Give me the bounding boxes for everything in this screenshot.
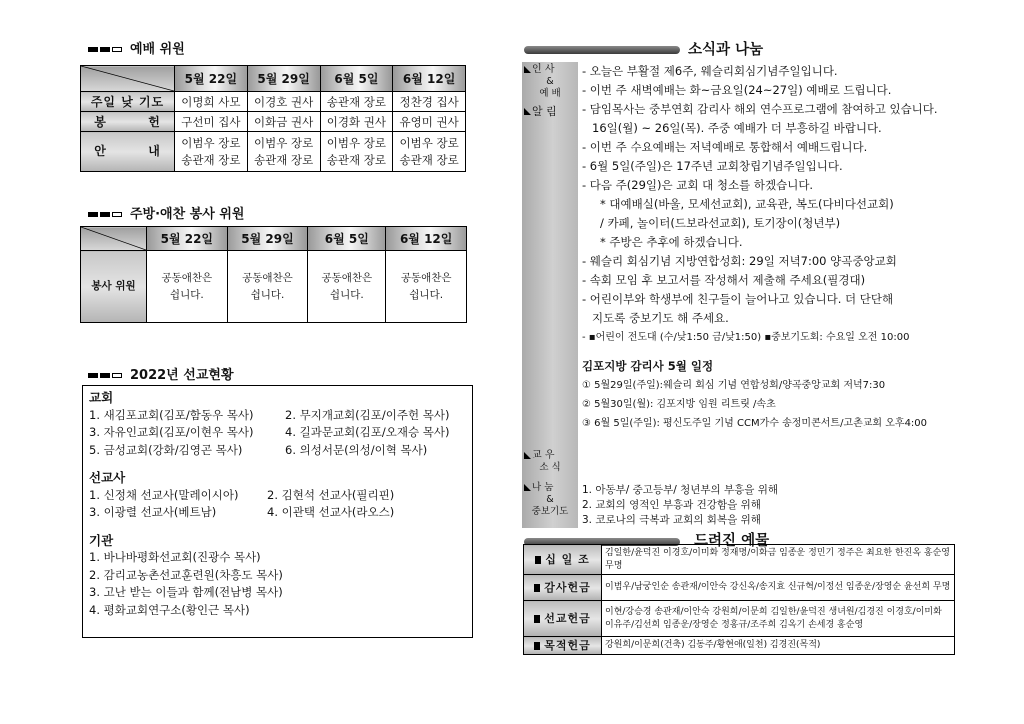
kitchen-service-table bbox=[80, 226, 467, 323]
table-cell: 이명희 사모 bbox=[175, 92, 248, 112]
mission-title-text: 2022년 선교현황 bbox=[130, 368, 234, 383]
label-text: 알 림 bbox=[532, 105, 557, 118]
mission-box bbox=[82, 385, 473, 638]
schedule-item: ① 5월29일(주일):웨슬리 회심 기념 연합성회/양곡중앙교회 저녁7:30 bbox=[582, 380, 886, 391]
notice-line: - 어린이부와 학생부에 친구들이 늘어나고 있습니다. 더 단단해 bbox=[582, 292, 894, 306]
kitchen-date-1: 5월 22일 bbox=[147, 227, 228, 251]
list-item bbox=[89, 549, 466, 567]
kitchen-date-2: 5월 29일 bbox=[227, 227, 308, 251]
cell-line: 공동애찬은 bbox=[161, 271, 213, 284]
church-item: 2. 무지개교회(김포/이주헌 목사) bbox=[285, 407, 450, 422]
offering-label bbox=[524, 637, 602, 655]
list-item bbox=[89, 442, 466, 460]
news-banner-bar bbox=[524, 46, 680, 54]
table-cell bbox=[147, 251, 228, 323]
usher-name: 이범우 장로 bbox=[254, 135, 314, 150]
list-item bbox=[89, 567, 466, 585]
label-notice bbox=[522, 106, 578, 118]
prayer-list bbox=[582, 483, 778, 528]
usher-name: 송관재 장로 bbox=[326, 152, 386, 167]
usher-name: 송관재 장로 bbox=[254, 152, 314, 167]
cell-line: 공동애찬은 bbox=[242, 271, 293, 284]
table-cell bbox=[227, 251, 308, 323]
org-item: 3. 고난 받는 이들과 함께(전남병 목사) bbox=[89, 585, 283, 599]
table-corner-cell bbox=[81, 227, 147, 251]
label-text: & bbox=[546, 76, 554, 87]
table-cell: 유영미 권사 bbox=[393, 112, 466, 132]
church-item: 3. 자유인교회(김포/이현우 목사) bbox=[89, 425, 254, 439]
table-cell: 이경화 권사 bbox=[320, 112, 393, 132]
usher-name: 이범우 장로 bbox=[399, 135, 459, 150]
cell-line: 쉽니다. bbox=[329, 288, 364, 301]
worship-committee-table bbox=[80, 65, 466, 172]
table-cell bbox=[320, 132, 393, 172]
table-cell bbox=[175, 132, 248, 172]
org-item: 2. 감리교농촌선교훈련원(차흥도 목사) bbox=[89, 567, 283, 582]
prayer-item: 3. 코로나의 극복과 교회의 회복을 위해 bbox=[582, 514, 761, 526]
offerings-table bbox=[523, 544, 955, 655]
kitchen-date-4: 6월 12일 bbox=[386, 227, 467, 251]
mission-section-title bbox=[88, 364, 234, 383]
cell-line: 공동애찬은 bbox=[400, 271, 452, 284]
label-text: 나 눔 bbox=[532, 482, 554, 493]
missionary-item: 1. 신정채 선교사(말레이시아) bbox=[89, 487, 239, 502]
label-share bbox=[522, 482, 578, 518]
church-item: 4. 길과문교회(김포/오재승 목사) bbox=[285, 425, 450, 439]
schedule-item: ③ 6월 5일(주일): 평신도주일 기념 CCM가수 송정미콘서트/고촌교회 오후4:00 bbox=[582, 418, 928, 429]
worship-date-3: 6월 5일 bbox=[320, 66, 393, 92]
label-text: 중보기도 bbox=[531, 506, 569, 517]
notice-line: - 속회 모임 후 보고서를 작성해서 제출해 주세요(필경대) bbox=[582, 273, 866, 287]
org-item: 4. 평화교회연구소(황인근 목사) bbox=[89, 602, 250, 617]
notice-line: - 웨슬리 회심기념 지방연합성회: 29일 저녁7:00 양곡중앙교회 bbox=[582, 254, 897, 268]
notice-line: - 다음 주(29일)은 교회 대 청소를 하겠습니다. bbox=[582, 178, 814, 192]
label-text: 소 식 bbox=[539, 462, 561, 473]
offering-names: 강원희/이문희(건축) 김동주/황현애(일천) 김경진(목적) bbox=[602, 637, 955, 655]
label-greeting bbox=[522, 64, 578, 100]
list-item bbox=[89, 602, 466, 620]
offering-label bbox=[524, 575, 602, 601]
offering-label bbox=[524, 601, 602, 637]
news-title: 소식과 나눔 bbox=[688, 42, 764, 58]
section-marker-icon bbox=[88, 207, 124, 222]
missionary-item: 3. 이광렬 선교사(베트남) bbox=[89, 505, 217, 519]
table-cell: 구선미 집사 bbox=[175, 112, 248, 132]
church-item: 1. 새김포교회(김포/함동우 목사) bbox=[89, 407, 254, 422]
row-label-service: 봉사 위원 bbox=[81, 251, 147, 323]
cell-line: 공동애찬은 bbox=[321, 271, 373, 284]
offering-names: 김일한/윤덕진 이경호/이미화 정재명/이화금 임종운 정민기 정주은 최요한 한진옥 홍순영 무명 bbox=[602, 545, 955, 575]
notice-line: 지도록 중보기도 해 주세요. bbox=[592, 311, 729, 325]
notice-line: - ▪어린이 전도대 (수/낮1:50 금/낮1:50) ▪중보기도회: 수요일 오전 10:00 bbox=[582, 332, 910, 343]
usher-name: 송관재 장로 bbox=[399, 152, 459, 167]
cell-line: 쉽니다. bbox=[169, 288, 204, 301]
kitchen-title-text: 주방·애찬 봉사 위원 bbox=[130, 207, 245, 222]
kitchen-section-title bbox=[88, 203, 244, 222]
label-text: 예 배 bbox=[539, 88, 561, 99]
prayer-item: 1. 아동부/ 중고등부/ 청년부의 부흥을 위해 bbox=[582, 484, 779, 496]
worship-section-title bbox=[88, 38, 185, 57]
table-cell bbox=[308, 251, 386, 323]
missionary-heading: 선교사 bbox=[89, 470, 126, 485]
offering-label-text: 십 일 조 bbox=[545, 553, 590, 566]
table-cell bbox=[386, 251, 467, 323]
triangle-icon bbox=[524, 66, 531, 73]
triangle-icon bbox=[524, 108, 531, 115]
square-bullet-icon bbox=[534, 615, 540, 623]
notice-line: - 6월 5일(주일)은 17주년 교회창립기념주일입니다. bbox=[582, 159, 843, 173]
triangle-icon bbox=[524, 484, 531, 491]
offering-label-text: 선교헌금 bbox=[544, 612, 591, 625]
label-text: 교 우 bbox=[532, 450, 555, 461]
notice-line: * 주방은 추후에 하겠습니다. bbox=[600, 235, 743, 249]
square-bullet-icon bbox=[534, 584, 540, 592]
triangle-icon bbox=[524, 452, 531, 459]
worship-date-1: 5월 22일 bbox=[175, 66, 248, 92]
table-cell: 이화금 권사 bbox=[247, 112, 320, 132]
list-item bbox=[89, 424, 466, 442]
list-item bbox=[89, 487, 466, 505]
church-item: 6. 의성서문(의성/이혁 목사) bbox=[285, 442, 428, 457]
church-item: 5. 금성교회(강화/김영곤 목사) bbox=[89, 442, 243, 457]
greet-line: - 이번 주 새벽예배는 화~금요일(24~27일) 예배로 드립니다. bbox=[582, 83, 892, 97]
row-label-offering: 봉 헌 bbox=[81, 112, 175, 132]
church-heading: 교회 bbox=[89, 390, 114, 405]
notice-line: 16일(월) ~ 26일(목). 주중 예배가 더 부흥하길 바랍니다. bbox=[592, 121, 882, 135]
table-cell: 이경호 권사 bbox=[247, 92, 320, 112]
table-cell: 정찬경 집사 bbox=[393, 92, 466, 112]
list-item bbox=[89, 504, 466, 522]
row-label-prayer: 주일 낮 기도 bbox=[81, 92, 175, 112]
cell-line: 쉽니다. bbox=[409, 288, 444, 301]
row-label-usher: 안 내 bbox=[81, 132, 175, 172]
offering-names: 이범우/남궁인순 송관재/이안숙 강신옥/송지효 신규혁/이정선 임종운/장영순 윤선희 무명 bbox=[602, 575, 955, 601]
offering-label-text: 목적헌금 bbox=[544, 639, 591, 652]
section-marker-icon bbox=[88, 368, 124, 383]
offering-label-text: 감사헌금 bbox=[544, 581, 591, 594]
section-marker-icon bbox=[88, 42, 124, 57]
table-cell: 송관재 장로 bbox=[320, 92, 393, 112]
notice-line: * 대예배실(바울, 모세선교회), 교육관, 복도(다비다선교회) bbox=[600, 197, 894, 211]
usher-name: 송관재 장로 bbox=[181, 152, 241, 167]
news-section bbox=[522, 62, 952, 528]
usher-name: 이범우 장로 bbox=[326, 135, 386, 150]
worship-title-text: 예배 위원 bbox=[130, 42, 185, 57]
offerings-title: 드려진 예물 bbox=[694, 533, 770, 549]
missionary-item: 4. 이관택 선교사(라오스) bbox=[267, 505, 395, 519]
schedule-item: ② 5월30일(월): 김포지방 임원 리트릿 /속초 bbox=[582, 399, 776, 410]
notice-line: / 카페, 놀이터(드보라선교회), 토기장이(청년부) bbox=[600, 216, 841, 230]
offering-label bbox=[524, 545, 602, 575]
square-bullet-icon bbox=[535, 556, 541, 564]
table-cell bbox=[247, 132, 320, 172]
offering-names: 이현/강승경 송관재/이안숙 강원희/이문희 김일한/윤덕진 생녀원/김경진 이경호/이미화 이유주/김선희 임종운/장영순 정홍규/조주희 김옥기 손세경 홍순영 bbox=[602, 601, 955, 637]
label-text: 인 사 bbox=[532, 64, 555, 75]
label-members bbox=[522, 450, 578, 474]
prayer-item: 2. 교회의 영적인 부흥과 건강함을 위해 bbox=[582, 499, 761, 511]
label-text: & bbox=[546, 494, 554, 505]
missionary-item: 2. 김현석 선교사(필리핀) bbox=[267, 487, 395, 502]
list-item bbox=[89, 407, 466, 425]
cell-line: 쉽니다. bbox=[250, 288, 285, 301]
region-schedule-title: 김포지방 감리사 5월 일정 bbox=[582, 359, 714, 373]
news-content bbox=[582, 62, 954, 433]
worship-date-2: 5월 29일 bbox=[247, 66, 320, 92]
notice-line: - 이번 주 수요예배는 저녁예배로 통합해서 예배드립니다. bbox=[582, 140, 868, 154]
org-item: 1. 바나바평화선교회(진광수 목사) bbox=[89, 550, 261, 564]
worship-date-4: 6월 12일 bbox=[393, 66, 466, 92]
notice-line: - 담임목사는 중부연회 감리사 해외 연수프로그램에 참여하고 있습니다. bbox=[582, 102, 938, 116]
square-bullet-icon bbox=[534, 642, 540, 650]
table-corner-cell bbox=[81, 66, 175, 92]
greet-line: - 오늘은 부활절 제6주, 웨슬리회심기념주일입니다. bbox=[582, 64, 838, 78]
list-item bbox=[89, 584, 466, 602]
usher-name: 이범우 장로 bbox=[181, 135, 241, 150]
org-heading: 기관 bbox=[89, 532, 114, 548]
table-cell bbox=[393, 132, 466, 172]
kitchen-date-3: 6월 5일 bbox=[308, 227, 386, 251]
